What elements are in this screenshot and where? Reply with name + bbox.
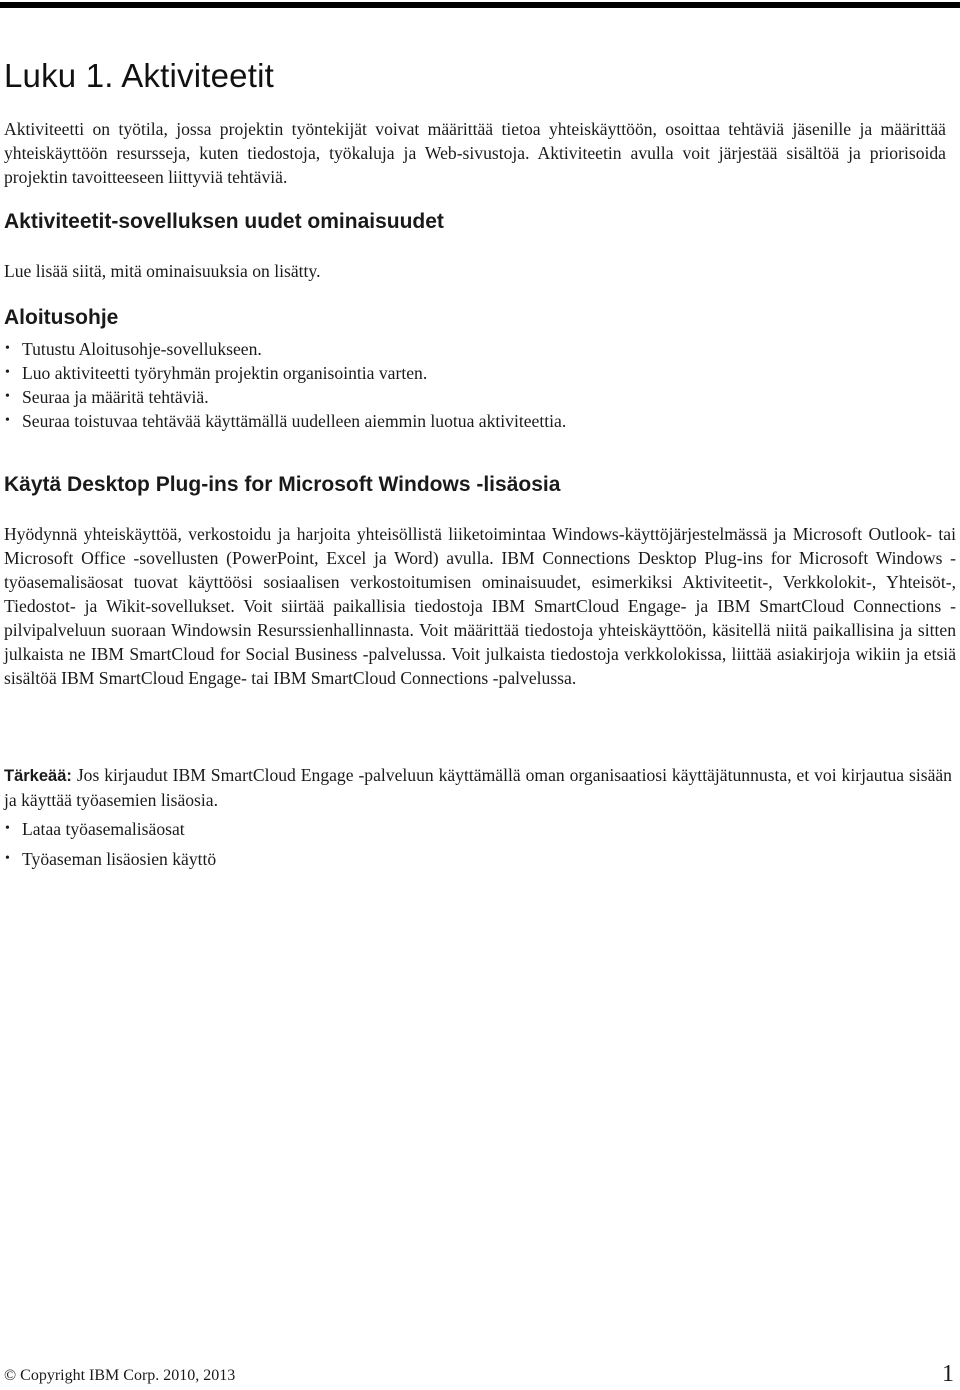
bullet-icon: • <box>5 389 10 404</box>
important-note <box>4 763 952 812</box>
list-item-label: Seuraa ja määritä tehtäviä. <box>22 387 209 407</box>
chapter-intro: Aktiviteetti on työtila, jossa projektin työntekijät voivat määrittää tietoa yhteiskäyttöön, osoittaa tehtäviä jäsenille ja määrittää yhteiskäyttöön resursseja, kuten tiedostoja, työkaluja ja Web-sivustoja. Aktiviteetin avulla voit järjestää sisältöä ja priorisoida projektin tavoitteeseen liittyviä tehtäviä. <box>4 119 946 187</box>
bullet-icon: • <box>5 365 10 380</box>
link-download-plugins[interactable]: Lataa työasemalisäosat <box>22 819 185 839</box>
list-item[interactable] <box>4 337 566 361</box>
link-item-usage[interactable] <box>4 847 216 871</box>
list-item[interactable] <box>4 409 566 433</box>
page-footer <box>4 1361 954 1390</box>
important-label: Tärkeää: <box>4 767 72 785</box>
copyright-notice: © Copyright IBM Corp. 2010, 2013 <box>4 1367 236 1384</box>
new-features-text: Lue lisää siitä, mitä ominaisuuksia on lisätty. <box>4 261 321 281</box>
download-links-list <box>4 817 216 877</box>
link-using-plugins[interactable]: Työaseman lisäosien käyttö <box>22 849 217 869</box>
section-heading-desktop-plugins: Käytä Desktop Plug-ins for Microsoft Windows -lisäosia <box>4 473 561 496</box>
link-item-download[interactable] <box>4 817 216 841</box>
top-rule <box>0 2 960 8</box>
bullet-icon: • <box>5 341 10 356</box>
section-heading-getting-started: Aloitusohje <box>4 306 119 329</box>
bullet-icon: • <box>5 413 10 428</box>
list-item-label: Seuraa toistuvaa tehtävää käyttämällä uudelleen aiemmin luotua aktiviteettia. <box>22 411 567 431</box>
desktop-plugins-body: Hyödynnä yhteiskäyttöä, verkostoidu ja harjoita yhteisöllistä liiketoimintaa Windows-käyttöjärjestelmässä ja Microsoft Outlook- tai Microsoft Office -sovellusten (PowerPoint, Excel ja Word) avulla. IBM Connections Desktop Plug-ins for Microsoft Windows -työasemalisäosat tuovat käyttöösi sosiaalisen verkostoitumisen ominaisuudet, esimerkiksi Aktiviteetit-, Verkkolokit-, Yhteisöt-, Tiedostot- ja Wikit-sovellukset. Voit siirtää paikallisia tiedostoja IBM SmartCloud Engage- ja IBM SmartCloud Connections -pilvipalveluun suoraan Windowsin Resurssienhallinnasta. Voit määrittää tiedostoja yhteiskäyttöön, käsitellä niitä paikallisina ja sitten julkaista ne IBM SmartCloud for Social Business -palvelussa. Voit julkaista tiedostoja verkkolokissa, liittää asiakirjoja wikiin ja etsiä sisältöä IBM SmartCloud Engage- tai IBM SmartCloud Connections -palvelussa. <box>4 524 956 688</box>
list-item-label: Luo aktiviteetti työryhmän projektin organisointia varten. <box>22 363 428 383</box>
section-heading-new-features: Aktiviteetit-sovelluksen uudet ominaisuudet <box>4 210 444 233</box>
bullet-icon: • <box>5 821 10 836</box>
page-number: 1 <box>942 1361 954 1387</box>
important-text: Jos kirjaudut IBM SmartCloud Engage -palveluun käyttämällä oman organisaatiosi käyttäjätunnusta, et voi kirjautua sisään ja käyttää työasemien lisäosia. <box>4 765 952 810</box>
chapter-title: Luku 1. Aktiviteetit <box>4 57 274 94</box>
list-item[interactable] <box>4 385 566 409</box>
list-item-label: Tutustu Aloitusohje-sovellukseen. <box>22 339 262 359</box>
list-item[interactable] <box>4 361 566 385</box>
bullet-icon: • <box>5 851 10 866</box>
getting-started-list <box>4 337 566 433</box>
